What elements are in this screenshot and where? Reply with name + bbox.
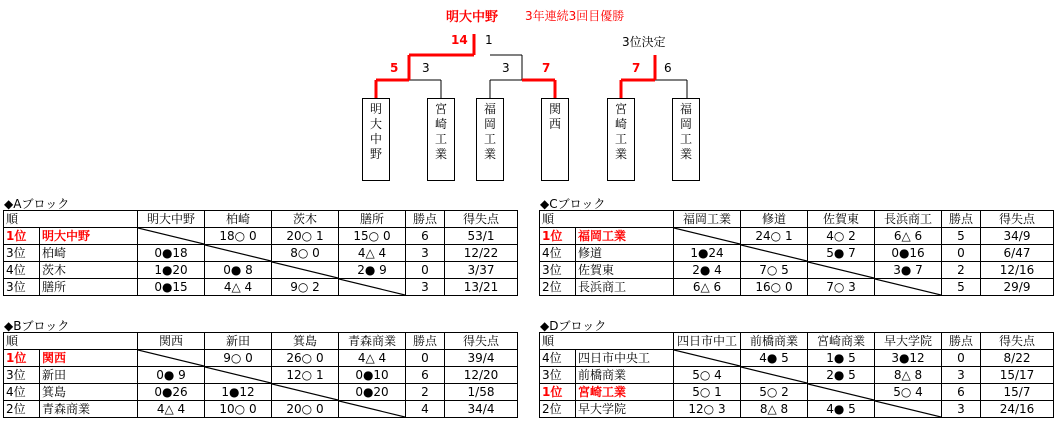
result-cell: 4△ 4 [339, 350, 406, 367]
result-cell: 0●10 [339, 367, 406, 384]
bracket-team-char: 大 [369, 117, 382, 131]
team-name-cell: 膳所 [40, 279, 138, 296]
table-row [540, 384, 1054, 401]
result-cell: 4△ 4 [339, 245, 406, 262]
rank-cell: 3位 [4, 245, 40, 262]
table-row [540, 350, 1054, 367]
result-cell: 3●12 [875, 350, 942, 367]
goal-diff-cell: 53/1 [445, 228, 518, 245]
diagonal-slash [875, 401, 941, 417]
result-cell: 5● 7 [808, 245, 875, 262]
team-name-cell: 長浜商工 [576, 279, 674, 296]
block-d-table [539, 332, 1054, 418]
result-cell: 6△ 6 [674, 279, 741, 296]
bracket-team-char: 岡 [679, 117, 692, 131]
result-cell: 0●26 [138, 384, 205, 401]
bracket-team-char: 業 [434, 147, 447, 161]
header-cell: 早大学院 [875, 333, 942, 350]
bracket-team-char: 西 [548, 117, 561, 131]
goal-diff-cell: 6/47 [981, 245, 1054, 262]
header-cell: 前橋商業 [741, 333, 808, 350]
points-cell: 3 [942, 367, 981, 384]
self-match-cell [272, 384, 339, 401]
goal-diff-cell: 12/16 [981, 262, 1054, 279]
points-cell: 0 [406, 350, 445, 367]
points-cell: 6 [406, 367, 445, 384]
team-name-cell: 青森商業 [40, 401, 138, 418]
table-header-row [540, 333, 1054, 350]
team-name-cell: 新田 [40, 367, 138, 384]
goal-diff-cell: 13/21 [445, 279, 518, 296]
rank-cell: 2位 [4, 401, 40, 418]
header-cell: 宮崎商業 [808, 333, 875, 350]
table-row [540, 401, 1054, 418]
result-cell: 2● 9 [339, 262, 406, 279]
rank-cell: 3位 [540, 367, 576, 384]
self-match-cell [205, 245, 272, 262]
bracket-team-char: 関 [548, 102, 561, 116]
third-place-left-score: 7 [632, 61, 641, 75]
team-name-cell: 福岡工業 [576, 228, 674, 245]
self-match-cell [808, 262, 875, 279]
bracket-team-char: 業 [614, 147, 627, 161]
rank-cell: 1位 [540, 228, 576, 245]
result-cell: 4● 5 [808, 401, 875, 418]
self-match-cell [741, 245, 808, 262]
final-right-score: 1 [485, 33, 493, 47]
points-cell: 2 [942, 262, 981, 279]
self-match-cell [138, 350, 205, 367]
diagonal-slash [674, 228, 740, 244]
result-cell: 7○ 3 [808, 279, 875, 296]
table-row [4, 228, 518, 245]
result-cell: 5○ 4 [674, 367, 741, 384]
header-cell: 得失点 [445, 333, 518, 350]
points-cell: 0 [942, 245, 981, 262]
self-match-cell [674, 228, 741, 245]
points-cell: 0 [406, 262, 445, 279]
table-row [4, 401, 518, 418]
header-cell: 修道 [741, 211, 808, 228]
header-cell: 膳所 [339, 211, 406, 228]
table-row [4, 279, 518, 296]
rank-cell: 4位 [540, 350, 576, 367]
header-cell: 箕島 [272, 333, 339, 350]
diagonal-slash [272, 384, 338, 400]
diagonal-slash [741, 367, 807, 383]
bracket-team-char: 業 [483, 147, 496, 161]
team-name-cell: 四日市中央工 [576, 350, 674, 367]
rank-cell: 1位 [540, 384, 576, 401]
champion-note: 3年連続3回目優勝 [525, 9, 625, 23]
result-cell: 16○ 0 [741, 279, 808, 296]
goal-diff-cell: 34/4 [445, 401, 518, 418]
result-cell: 1●20 [138, 262, 205, 279]
team-name-cell: 箕島 [40, 384, 138, 401]
table-row [540, 262, 1054, 279]
self-match-cell [272, 262, 339, 279]
diagonal-slash [741, 245, 807, 261]
diagonal-slash [808, 384, 874, 400]
points-cell: 4 [406, 401, 445, 418]
result-cell: 6△ 6 [875, 228, 942, 245]
block-c-title: ◆Cブロック [540, 197, 606, 211]
bracket-team-box [541, 98, 569, 181]
header-rank: 順 [4, 333, 138, 350]
bracket-team-char: 宮 [434, 102, 447, 116]
result-cell: 1● 5 [808, 350, 875, 367]
semi2-left-score: 3 [502, 61, 510, 75]
header-rank: 順 [4, 211, 138, 228]
team-name-cell: 茨木 [40, 262, 138, 279]
diagonal-slash [205, 367, 271, 383]
result-cell: 0●16 [875, 245, 942, 262]
diagonal-slash [138, 228, 204, 244]
result-cell: 2● 5 [808, 367, 875, 384]
header-cell: 柏崎 [205, 211, 272, 228]
result-cell: 18○ 0 [205, 228, 272, 245]
champion-name: 明大中野 [446, 10, 499, 25]
bracket-team-box [476, 98, 504, 181]
rank-cell: 3位 [4, 279, 40, 296]
rank-cell: 3位 [540, 262, 576, 279]
result-cell: 0● 9 [138, 367, 205, 384]
bracket-team-char: 崎 [434, 117, 447, 131]
result-cell: 8△ 8 [875, 367, 942, 384]
header-cell: 勝点 [406, 333, 445, 350]
goal-diff-cell: 34/9 [981, 228, 1054, 245]
result-cell: 2● 4 [674, 262, 741, 279]
header-cell: 得失点 [445, 211, 518, 228]
result-cell: 0● 8 [205, 262, 272, 279]
block-a-title: ◆Aブロック [4, 197, 70, 211]
table-header-row [4, 333, 518, 350]
semi1-right-score: 3 [422, 61, 430, 75]
self-match-cell [808, 384, 875, 401]
bracket-team-char: 工 [614, 132, 627, 146]
block-b-title: ◆Bブロック [4, 319, 70, 333]
result-cell: 0●15 [138, 279, 205, 296]
block-c-table [539, 210, 1054, 296]
table-row [4, 245, 518, 262]
goal-diff-cell: 3/37 [445, 262, 518, 279]
self-match-cell [674, 350, 741, 367]
bracket-team-char: 岡 [483, 117, 496, 131]
points-cell: 6 [406, 228, 445, 245]
bracket-team-char: 福 [679, 102, 692, 116]
points-cell: 3 [942, 401, 981, 418]
result-cell: 24○ 1 [741, 228, 808, 245]
result-cell: 4△ 4 [205, 279, 272, 296]
result-cell: 26○ 0 [272, 350, 339, 367]
goal-diff-cell: 12/22 [445, 245, 518, 262]
goal-diff-cell: 39/4 [445, 350, 518, 367]
bracket-team-char: 崎 [614, 117, 627, 131]
semi1-left-score: 5 [390, 61, 399, 75]
table-row [4, 384, 518, 401]
diagonal-slash [205, 245, 271, 261]
bracket-team-char: 福 [483, 102, 496, 116]
header-cell: 茨木 [272, 211, 339, 228]
bracket-team-box [607, 98, 635, 181]
final-left-score: 14 [451, 33, 468, 47]
rank-cell: 4位 [4, 262, 40, 279]
self-match-cell [875, 279, 942, 296]
bracket-team-char: 宮 [614, 102, 627, 116]
result-cell: 4● 5 [741, 350, 808, 367]
self-match-cell [339, 401, 406, 418]
header-rank: 順 [540, 333, 674, 350]
result-cell: 1●24 [674, 245, 741, 262]
goal-diff-cell: 29/9 [981, 279, 1054, 296]
bracket-team-char: 工 [679, 132, 692, 146]
table-header-row [540, 211, 1054, 228]
goal-diff-cell: 1/58 [445, 384, 518, 401]
result-cell: 4△ 4 [138, 401, 205, 418]
result-cell: 20○ 0 [272, 401, 339, 418]
header-cell: 関西 [138, 333, 205, 350]
result-cell: 10○ 0 [205, 401, 272, 418]
rank-cell: 3位 [4, 367, 40, 384]
team-name-cell: 柏崎 [40, 245, 138, 262]
bracket-team-box [672, 98, 700, 181]
diagonal-slash [875, 279, 941, 295]
header-cell: 福岡工業 [674, 211, 741, 228]
table-row [4, 367, 518, 384]
bracket-team-box [362, 98, 390, 181]
result-cell: 8△ 8 [741, 401, 808, 418]
header-cell: 得失点 [981, 211, 1054, 228]
header-cell: 勝点 [406, 211, 445, 228]
header-cell: 青森商業 [339, 333, 406, 350]
goal-diff-cell: 24/16 [981, 401, 1054, 418]
goal-diff-cell: 12/20 [445, 367, 518, 384]
result-cell: 12○ 1 [272, 367, 339, 384]
result-cell: 1●12 [205, 384, 272, 401]
rank-cell: 2位 [540, 279, 576, 296]
bracket-lines [0, 0, 1064, 190]
team-name-cell: 佐賀東 [576, 262, 674, 279]
header-rank: 順 [540, 211, 674, 228]
goal-diff-cell: 15/7 [981, 384, 1054, 401]
team-name-cell: 前橋商業 [576, 367, 674, 384]
result-cell: 5○ 1 [674, 384, 741, 401]
diagonal-slash [808, 262, 874, 278]
table-header-row [4, 211, 518, 228]
goal-diff-cell: 8/22 [981, 350, 1054, 367]
header-cell: 明大中野 [138, 211, 205, 228]
bracket-team-char: 野 [369, 147, 382, 161]
bracket-team-char: 工 [483, 132, 496, 146]
header-cell: 長浜商工 [875, 211, 942, 228]
bracket-team-char: 業 [679, 147, 692, 161]
bracket-team-box [427, 98, 455, 181]
result-cell: 8○ 0 [272, 245, 339, 262]
bracket-team-char: 明 [369, 102, 382, 116]
points-cell: 5 [942, 279, 981, 296]
bracket-team-char: 工 [434, 132, 447, 146]
rank-cell: 2位 [540, 401, 576, 418]
header-cell: 勝点 [942, 211, 981, 228]
table-row [540, 228, 1054, 245]
result-cell: 9○ 0 [205, 350, 272, 367]
points-cell: 3 [406, 245, 445, 262]
points-cell: 6 [942, 384, 981, 401]
header-cell: 佐賀東 [808, 211, 875, 228]
table-row [4, 262, 518, 279]
semi2-right-score: 7 [542, 61, 551, 75]
self-match-cell [138, 228, 205, 245]
points-cell: 2 [406, 384, 445, 401]
table-row [540, 245, 1054, 262]
block-a-table [3, 210, 518, 296]
table-row [540, 279, 1054, 296]
diagonal-slash [674, 350, 740, 366]
rank-cell: 1位 [4, 228, 40, 245]
team-name-cell: 明大中野 [40, 228, 138, 245]
self-match-cell [875, 401, 942, 418]
header-cell: 勝点 [942, 333, 981, 350]
result-cell: 0●20 [339, 384, 406, 401]
table-row [4, 350, 518, 367]
result-cell: 15○ 0 [339, 228, 406, 245]
diagonal-slash [138, 350, 204, 366]
third-place-right-score: 6 [664, 61, 672, 75]
third-place-label: 3位決定 [622, 35, 666, 49]
diagonal-slash [339, 401, 405, 417]
header-cell: 四日市中工 [674, 333, 741, 350]
team-name-cell: 修道 [576, 245, 674, 262]
bracket-team-char: 中 [369, 132, 382, 146]
result-cell: 9○ 2 [272, 279, 339, 296]
result-cell: 4○ 2 [808, 228, 875, 245]
table-row [540, 367, 1054, 384]
result-cell: 20○ 1 [272, 228, 339, 245]
header-cell: 新田 [205, 333, 272, 350]
result-cell: 3● 7 [875, 262, 942, 279]
self-match-cell [339, 279, 406, 296]
diagonal-slash [272, 262, 338, 278]
rank-cell: 4位 [4, 384, 40, 401]
points-cell: 0 [942, 350, 981, 367]
self-match-cell [741, 367, 808, 384]
team-name-cell: 早大学院 [576, 401, 674, 418]
team-name-cell: 関西 [40, 350, 138, 367]
rank-cell: 4位 [540, 245, 576, 262]
result-cell: 12○ 3 [674, 401, 741, 418]
result-cell: 0●18 [138, 245, 205, 262]
result-cell: 5○ 4 [875, 384, 942, 401]
points-cell: 5 [942, 228, 981, 245]
block-b-table [3, 332, 518, 418]
diagonal-slash [339, 279, 405, 295]
result-cell: 7○ 5 [741, 262, 808, 279]
rank-cell: 1位 [4, 350, 40, 367]
goal-diff-cell: 15/17 [981, 367, 1054, 384]
points-cell: 3 [406, 279, 445, 296]
team-name-cell: 宮崎工業 [576, 384, 674, 401]
result-cell: 5○ 2 [741, 384, 808, 401]
header-cell: 得失点 [981, 333, 1054, 350]
self-match-cell [205, 367, 272, 384]
block-d-title: ◆Dブロック [540, 319, 607, 333]
